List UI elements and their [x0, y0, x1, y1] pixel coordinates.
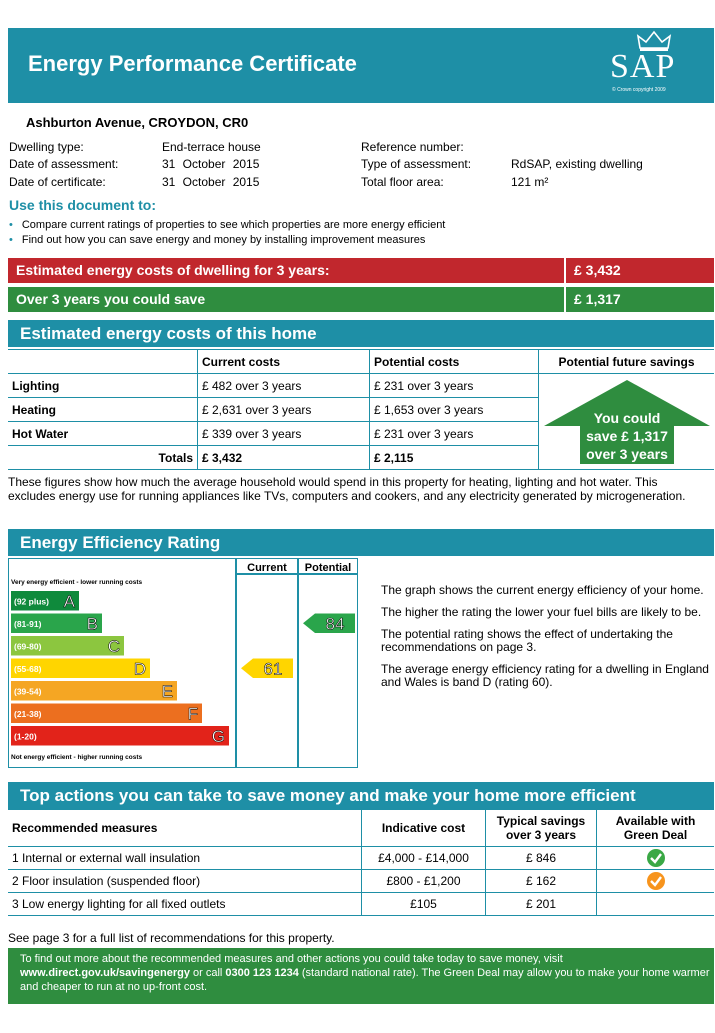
table-header-cell: Indicative cost	[362, 810, 486, 847]
current-column-header: Current	[247, 562, 287, 574]
potential-rating-marker	[303, 614, 355, 634]
measure-cost: £105	[362, 893, 486, 916]
table-header-cell: Typical savings over 3 years	[486, 810, 597, 847]
band-letter: G	[211, 727, 225, 746]
more-info-box	[8, 948, 714, 1004]
potential-saving-label: Over 3 years you could save	[16, 291, 206, 307]
date-assessment-label: Date of assessment:	[9, 157, 119, 171]
date-certificate-value: 31 October 2015	[162, 175, 260, 189]
table-header-cell: Potential costs	[370, 350, 539, 374]
current-cost: £ 339 over 3 years	[198, 422, 370, 446]
rating-desc-paragraph: The higher the rating the lower your fuel bills are likely to be.	[381, 605, 702, 619]
estimated-cost-bar	[8, 258, 714, 283]
assessment-type-label: Type of assessment:	[361, 157, 472, 171]
band-range: (55-68)	[14, 664, 42, 674]
savingenergy-link[interactable]: www.direct.gov.uk/savingenergy	[20, 967, 190, 979]
band-letter: E	[161, 682, 173, 701]
savings-line-2: save £ 1,317	[586, 428, 668, 444]
property-address: Ashburton Avenue, CROYDON, CR0	[26, 115, 249, 130]
rating-section-title: Energy Efficiency Rating	[20, 533, 221, 552]
table-header-row	[8, 350, 714, 374]
rating-band-c	[11, 636, 124, 656]
savings-line-1: You could	[593, 410, 661, 426]
band-letter: F	[187, 704, 198, 724]
assessment-type-value: RdSAP, existing dwelling	[511, 157, 643, 171]
rating-bottom-note: Not energy efficient - higher running costs	[11, 754, 143, 761]
measure-saving: £ 201	[486, 893, 597, 916]
sap-logo	[606, 30, 706, 100]
rating-value: 84	[325, 614, 345, 634]
use-document-list	[9, 218, 445, 248]
rating-desc-paragraph: The average energy efficiency rating for a dwelling in England and Wales is band D (rating 60).	[381, 662, 709, 689]
rating-band-a	[11, 591, 79, 611]
current-cost: £ 482 over 3 years	[198, 374, 370, 398]
rating-band-f	[11, 704, 202, 724]
table-header-row	[8, 810, 714, 847]
row-label: Hot Water	[8, 422, 198, 446]
green-deal-cell	[597, 893, 715, 916]
date-assessment-value: 31 October 2015	[162, 157, 260, 171]
potential-column-header: Potential	[304, 562, 352, 574]
phone-number: 0300 123 1234	[225, 967, 299, 979]
use-document-title: Use this document to:	[9, 197, 157, 213]
costs-explanation: These figures show how much the average household would spend in this property for heating, lighting and hot water. This excludes energy use for running appliances like TVs, computers and cookers, and any electricity generated by microgeneration.	[8, 475, 686, 503]
table-header-cell	[8, 350, 198, 374]
rating-section-header	[8, 529, 714, 556]
reference-label: Reference number:	[361, 140, 464, 154]
band-range: (81-91)	[14, 619, 42, 629]
table-header-cell: Recommended measures	[8, 810, 362, 847]
potential-cost: £ 1,653 over 3 years	[370, 398, 539, 422]
logo-copyright: © Crown copyright 2009	[612, 87, 666, 93]
potential-cost: £ 231 over 3 years	[370, 374, 539, 398]
green-deal-check-icon	[646, 871, 666, 891]
floor-area-label: Total floor area:	[361, 175, 444, 189]
green-deal-cell	[597, 847, 715, 870]
potential-saving-value: £ 1,317	[564, 287, 621, 312]
band-bar	[11, 726, 229, 746]
band-range: (21-38)	[14, 709, 42, 719]
band-range: (1-20)	[14, 731, 37, 742]
measure-name: 2 Floor insulation (suspended floor)	[8, 870, 362, 893]
sap-logo-text: SAP	[610, 48, 676, 85]
costs-section-header	[8, 320, 714, 347]
rating-top-note: Very energy efficient - lower running costs	[11, 579, 143, 586]
more-info-text	[20, 952, 710, 994]
certificate-header	[8, 28, 714, 103]
savings-line-3: over 3 years	[586, 446, 668, 462]
table-row	[8, 893, 714, 916]
actions-section-header	[8, 782, 714, 809]
current-rating-marker	[241, 659, 293, 679]
measure-saving: £ 162	[486, 870, 597, 893]
estimated-cost-value: £ 3,432	[564, 258, 621, 283]
measure-name: 1 Internal or external wall insulation	[8, 847, 362, 870]
band-letter: B	[86, 614, 98, 634]
info-text: or call	[193, 967, 223, 979]
rating-description	[381, 584, 711, 698]
rating-desc-paragraph: The potential rating shows the effect of undertaking the recommendations on page 3.	[381, 627, 673, 654]
band-range: (39-54)	[14, 686, 42, 697]
band-letter: A	[63, 592, 75, 611]
recommendations-table	[8, 809, 714, 916]
recommendations-footnote: See page 3 for a full list of recommendations for this property.	[8, 931, 335, 945]
rating-band-g	[11, 726, 229, 746]
row-label: Lighting	[8, 374, 198, 398]
dwelling-type-value: End-terrace house	[162, 140, 261, 154]
table-header-cell: Current costs	[198, 350, 370, 374]
band-letter: D	[133, 659, 146, 679]
info-text: To find out more about the recommended measures and other actions you could take today to save money, visit	[20, 953, 563, 965]
costs-section-title: Estimated energy costs of this home	[20, 324, 317, 343]
totals-label: Totals	[8, 446, 198, 470]
table-header-cell: Available with Green Deal	[597, 810, 715, 847]
page-title: Energy Performance Certificate	[28, 51, 357, 76]
list-item: • Compare current ratings of properties to see which properties are more energy efficient	[9, 219, 446, 231]
rating-desc-paragraph: The graph shows the current energy efficiency of your home.	[381, 583, 704, 597]
efficiency-rating-chart	[8, 558, 358, 768]
measure-name: 3 Low energy lighting for all fixed outlets	[8, 893, 362, 916]
totals-potential: £ 2,115	[370, 446, 539, 470]
dwelling-type-label: Dwelling type:	[9, 140, 84, 154]
rating-band-d	[11, 659, 150, 679]
measure-saving: £ 846	[486, 847, 597, 870]
measure-cost: £800 - £1,200	[362, 870, 486, 893]
potential-saving-bar	[8, 287, 714, 312]
rating-band-e	[11, 681, 177, 701]
current-cost: £ 2,631 over 3 years	[198, 398, 370, 422]
floor-area-value: 121 m²	[511, 175, 549, 189]
date-certificate-label: Date of certificate:	[9, 175, 106, 189]
green-deal-check-icon	[646, 848, 666, 868]
table-header-cell: Potential future savings	[539, 350, 715, 374]
table-row	[8, 847, 714, 870]
measure-cost: £4,000 - £14,000	[362, 847, 486, 870]
list-item: • Find out how you can save energy and money by installing improvement measures	[9, 234, 426, 246]
rating-value: 61	[263, 659, 283, 679]
table-row	[8, 870, 714, 893]
green-deal-cell	[597, 870, 715, 893]
rating-band-b	[11, 614, 102, 634]
potential-cost: £ 231 over 3 years	[370, 422, 539, 446]
band-letter: C	[107, 637, 120, 656]
estimated-cost-label: Estimated energy costs of dwelling for 3 years:	[16, 262, 330, 278]
band-range: (69-80)	[14, 641, 42, 652]
row-label: Heating	[8, 398, 198, 422]
totals-current: £ 3,432	[198, 446, 370, 470]
actions-section-title: Top actions you can take to save money and make your home more efficient	[20, 786, 636, 805]
info-text: (standard national rate). The Green Deal may allow you to make your home warmer and cheaper to run at no up-front cost.	[20, 967, 710, 993]
savings-arrow	[542, 378, 712, 464]
band-range: (92 plus)	[14, 596, 49, 607]
